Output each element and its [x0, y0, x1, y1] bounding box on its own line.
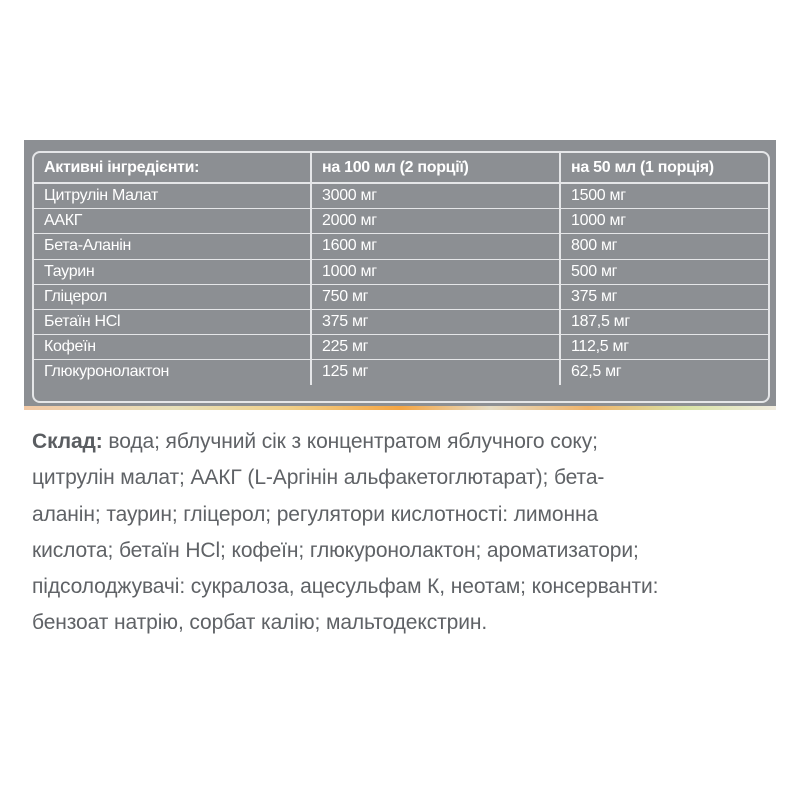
ingredient-name: Цитрулін Малат: [44, 187, 159, 205]
ingredient-name: Таурин: [44, 262, 95, 280]
composition-line: кислота; бетаїн HCl; кофеїн; глюкуронолактон; ароматизатори;: [32, 538, 639, 562]
decorative-fruit-strip: [24, 406, 776, 410]
amount-per-100ml: 750 мг: [311, 284, 560, 309]
amount-per-50ml: 1500 мг: [560, 183, 768, 209]
amount-per-100ml: 225 мг: [311, 335, 560, 360]
composition-line: цитрулін малат; ААКГ (L-Аргінін альфакетоглютарат); бета-: [32, 466, 605, 490]
ingredient-name: Гліцерол: [44, 287, 107, 305]
composition-label: Склад:: [32, 430, 103, 453]
composition-line-text: вода; яблучний сік з концентратом яблучного соку;: [102, 430, 598, 453]
table-row: [34, 309, 768, 334]
table-row: [34, 183, 768, 209]
ingredient-name: Кофеїн: [44, 338, 96, 356]
composition-line: бензоат натрію, сорбат калію; мальтодекстрин.: [32, 611, 488, 635]
amount-per-50ml: 375 мг: [560, 284, 768, 309]
ingredient-name: ААКГ: [44, 212, 83, 230]
ingredient-name: Бета-Аланін: [44, 237, 132, 255]
amount-per-50ml: 112,5 мг: [560, 335, 768, 360]
amount-per-50ml: 62,5 мг: [560, 360, 768, 385]
amount-per-100ml: 2000 мг: [311, 209, 560, 234]
ingredient-name: Глюкуронолактон: [44, 363, 170, 381]
table-row: [34, 335, 768, 360]
amount-per-100ml: 125 мг: [311, 360, 560, 385]
amount-per-100ml: 375 мг: [311, 309, 560, 334]
table-row: [34, 259, 768, 284]
table-row: [34, 209, 768, 234]
table-row: [34, 360, 768, 385]
composition-line: підсолоджувачі: сукралоза, ацесульфам К, неотам; консерванти:: [32, 575, 659, 599]
amount-per-50ml: 187,5 мг: [560, 309, 768, 334]
table-header-row: [34, 153, 768, 183]
header-ingredients: Активні інгредієнти:: [44, 158, 200, 176]
amount-per-100ml: 3000 мг: [311, 183, 560, 209]
amount-per-50ml: 500 мг: [560, 259, 768, 284]
table-row: [34, 234, 768, 259]
composition-text: [32, 424, 800, 642]
table-row: [34, 284, 768, 309]
header-per-100ml: на 100 мл (2 порції): [311, 153, 560, 183]
composition-line: аланін; таурин; гліцерол; регулятори кислотності: лимонна: [32, 502, 599, 526]
ingredients-table: [34, 153, 768, 385]
amount-per-100ml: 1600 мг: [311, 234, 560, 259]
header-per-50ml: на 50 мл (1 порція): [560, 153, 768, 183]
amount-per-50ml: 1000 мг: [560, 209, 768, 234]
ingredients-table-frame: [32, 151, 770, 403]
ingredients-panel: [24, 140, 776, 410]
amount-per-50ml: 800 мг: [560, 234, 768, 259]
composition-line: [32, 424, 800, 460]
amount-per-100ml: 1000 мг: [311, 259, 560, 284]
ingredient-name: Бетаїн HCl: [44, 313, 121, 331]
